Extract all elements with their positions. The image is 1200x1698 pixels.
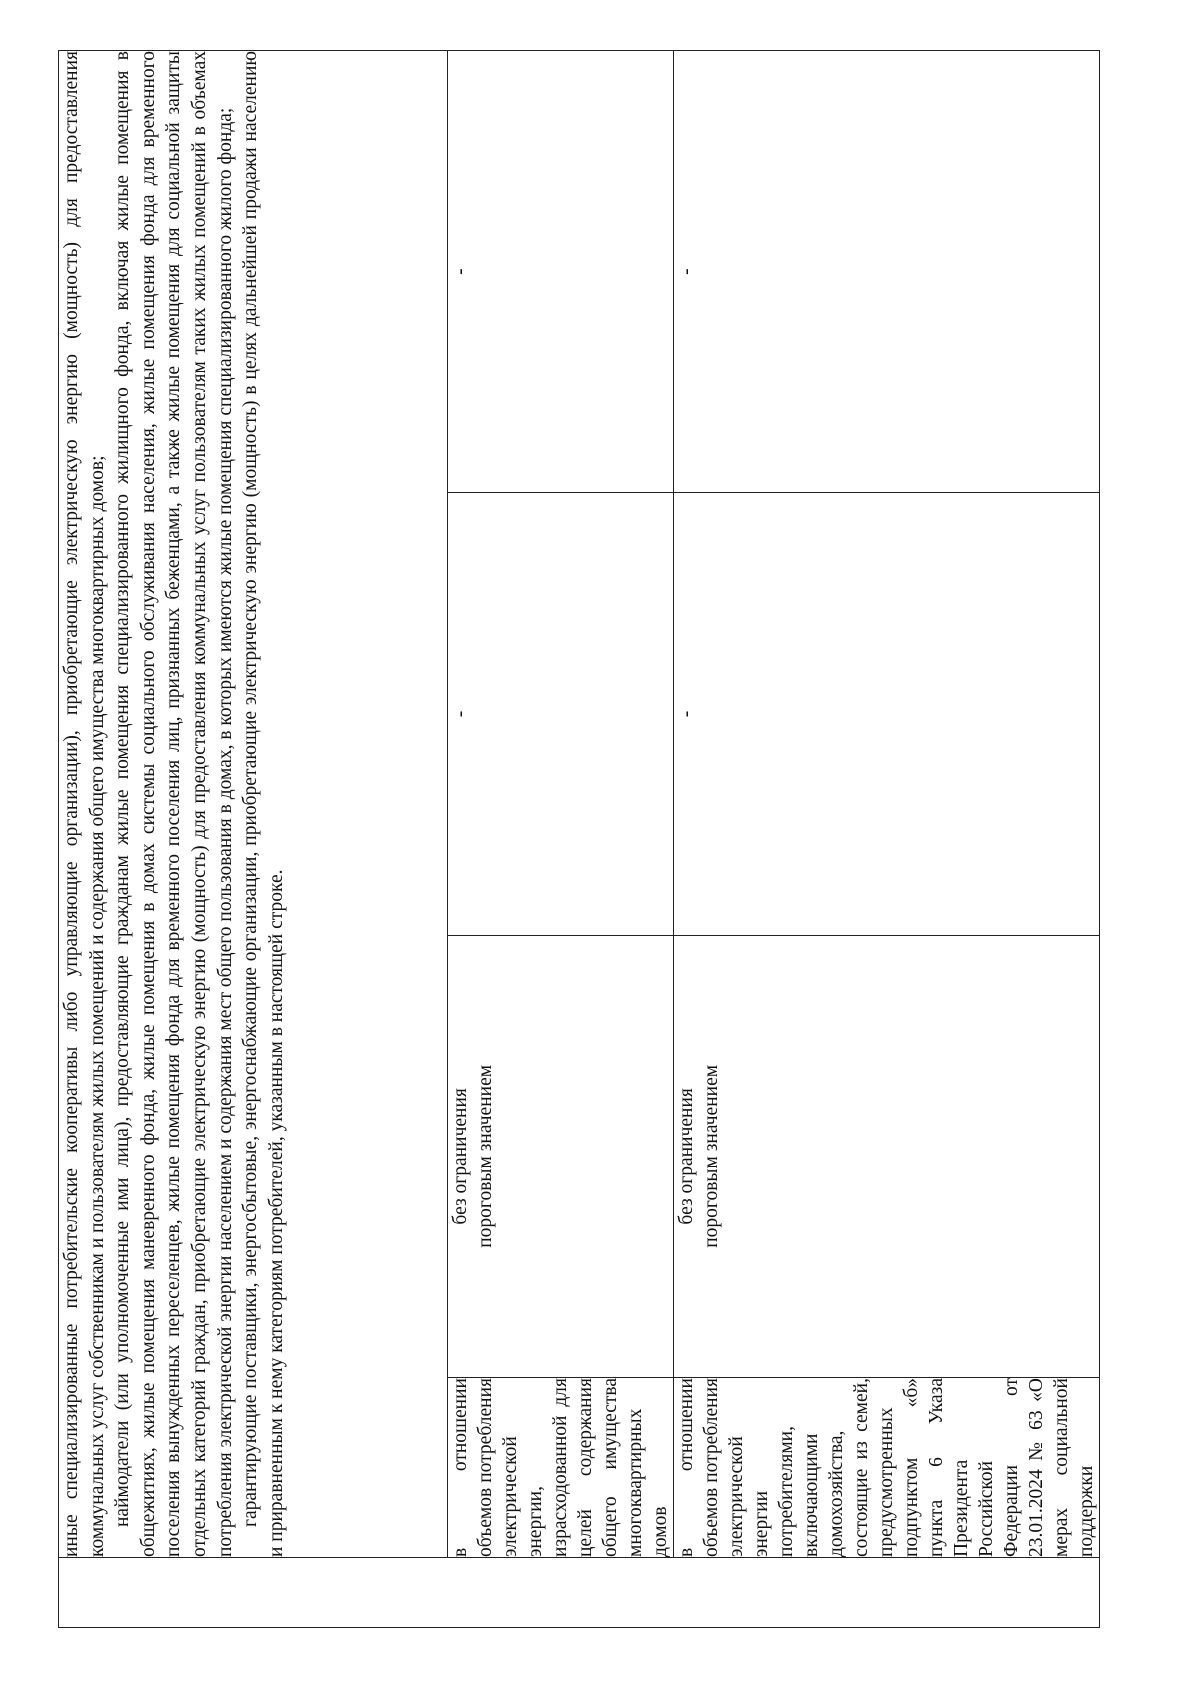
row-1-col-2: - — [448, 493, 674, 935]
row-2-label: в отношении объемов потребления электрической энергии потребителями, включающими домохозяйства, состоящие из семей, предусмотренных подпунктом «б» пункта 6 Указа Президента Российской Федерации от 23.01.2024 № 63 «О мерах социальной поддержки — [674, 1378, 1100, 1558]
row-1-col-1-line-1: без ограничения — [450, 1088, 471, 1225]
paragraph-1: иные специализированные потребительские кооперативы либо управляющие организации), приобретающие электрическую энергию (мощность) для предоставления коммунальных услуг собственникам и пользователям жилых помещений и содержания общего имущества многоквартирных домов; — [61, 51, 108, 1557]
row-1-label: в отношении объемов потребления электрической энергии, израсходованной для целей содержания общего имущества многоквартирных домов — [448, 1378, 674, 1558]
blank-left-column — [59, 1558, 1100, 1628]
row-2-col-2: - — [674, 493, 1100, 935]
tariff-table — [58, 50, 1100, 1628]
paragraph-2: наймодатели (или уполномоченные ими лица), предоставляющие гражданам жилые помещения специализированного жилищного фонда, включая жилые помещения в общежитиях, жилые помещения маневренного фонда, жилые помещения в домах системы социального обслуживания населения, жилые помещения фонда для временного поселения вынужденных переселенцев, жилые помещения фонда для временного поселения лиц, признанных беженцами, а также жилые помещения для социальной защиты отдельных категорий граждан, приобретающие электрическую энергию (мощность) для предоставления коммунальных услуг пользователям таких жилых помещений в объемах потребления электрической энергии населением и содержания мест общего пользования в домах, в которых имеются жилые помещения специализированного жилого фонда; — [112, 51, 236, 1557]
row-1-col-3: - — [448, 51, 674, 493]
row-1-col-1 — [448, 935, 674, 1377]
consumer-description-cell — [59, 51, 448, 1558]
row-2-col-3: - — [674, 51, 1100, 493]
row-2-col-1 — [674, 935, 1100, 1377]
row-2-col-1-line-1: без ограничения — [676, 1088, 697, 1225]
paragraph-3: гарантирующие поставщики, энергосбытовые, энергоснабжающие организации, приобретающие электрическую энергию (мощность) в целях дальнейшей продажи населению и приравненным к нему категориям потребителей, указанным в настоящей строке. — [240, 51, 287, 1557]
rotated-page-content — [58, 50, 1100, 1628]
row-1-col-1-line-2: пороговым значением — [475, 1064, 496, 1248]
row-2-col-1-line-2: пороговым значением — [701, 1064, 722, 1248]
